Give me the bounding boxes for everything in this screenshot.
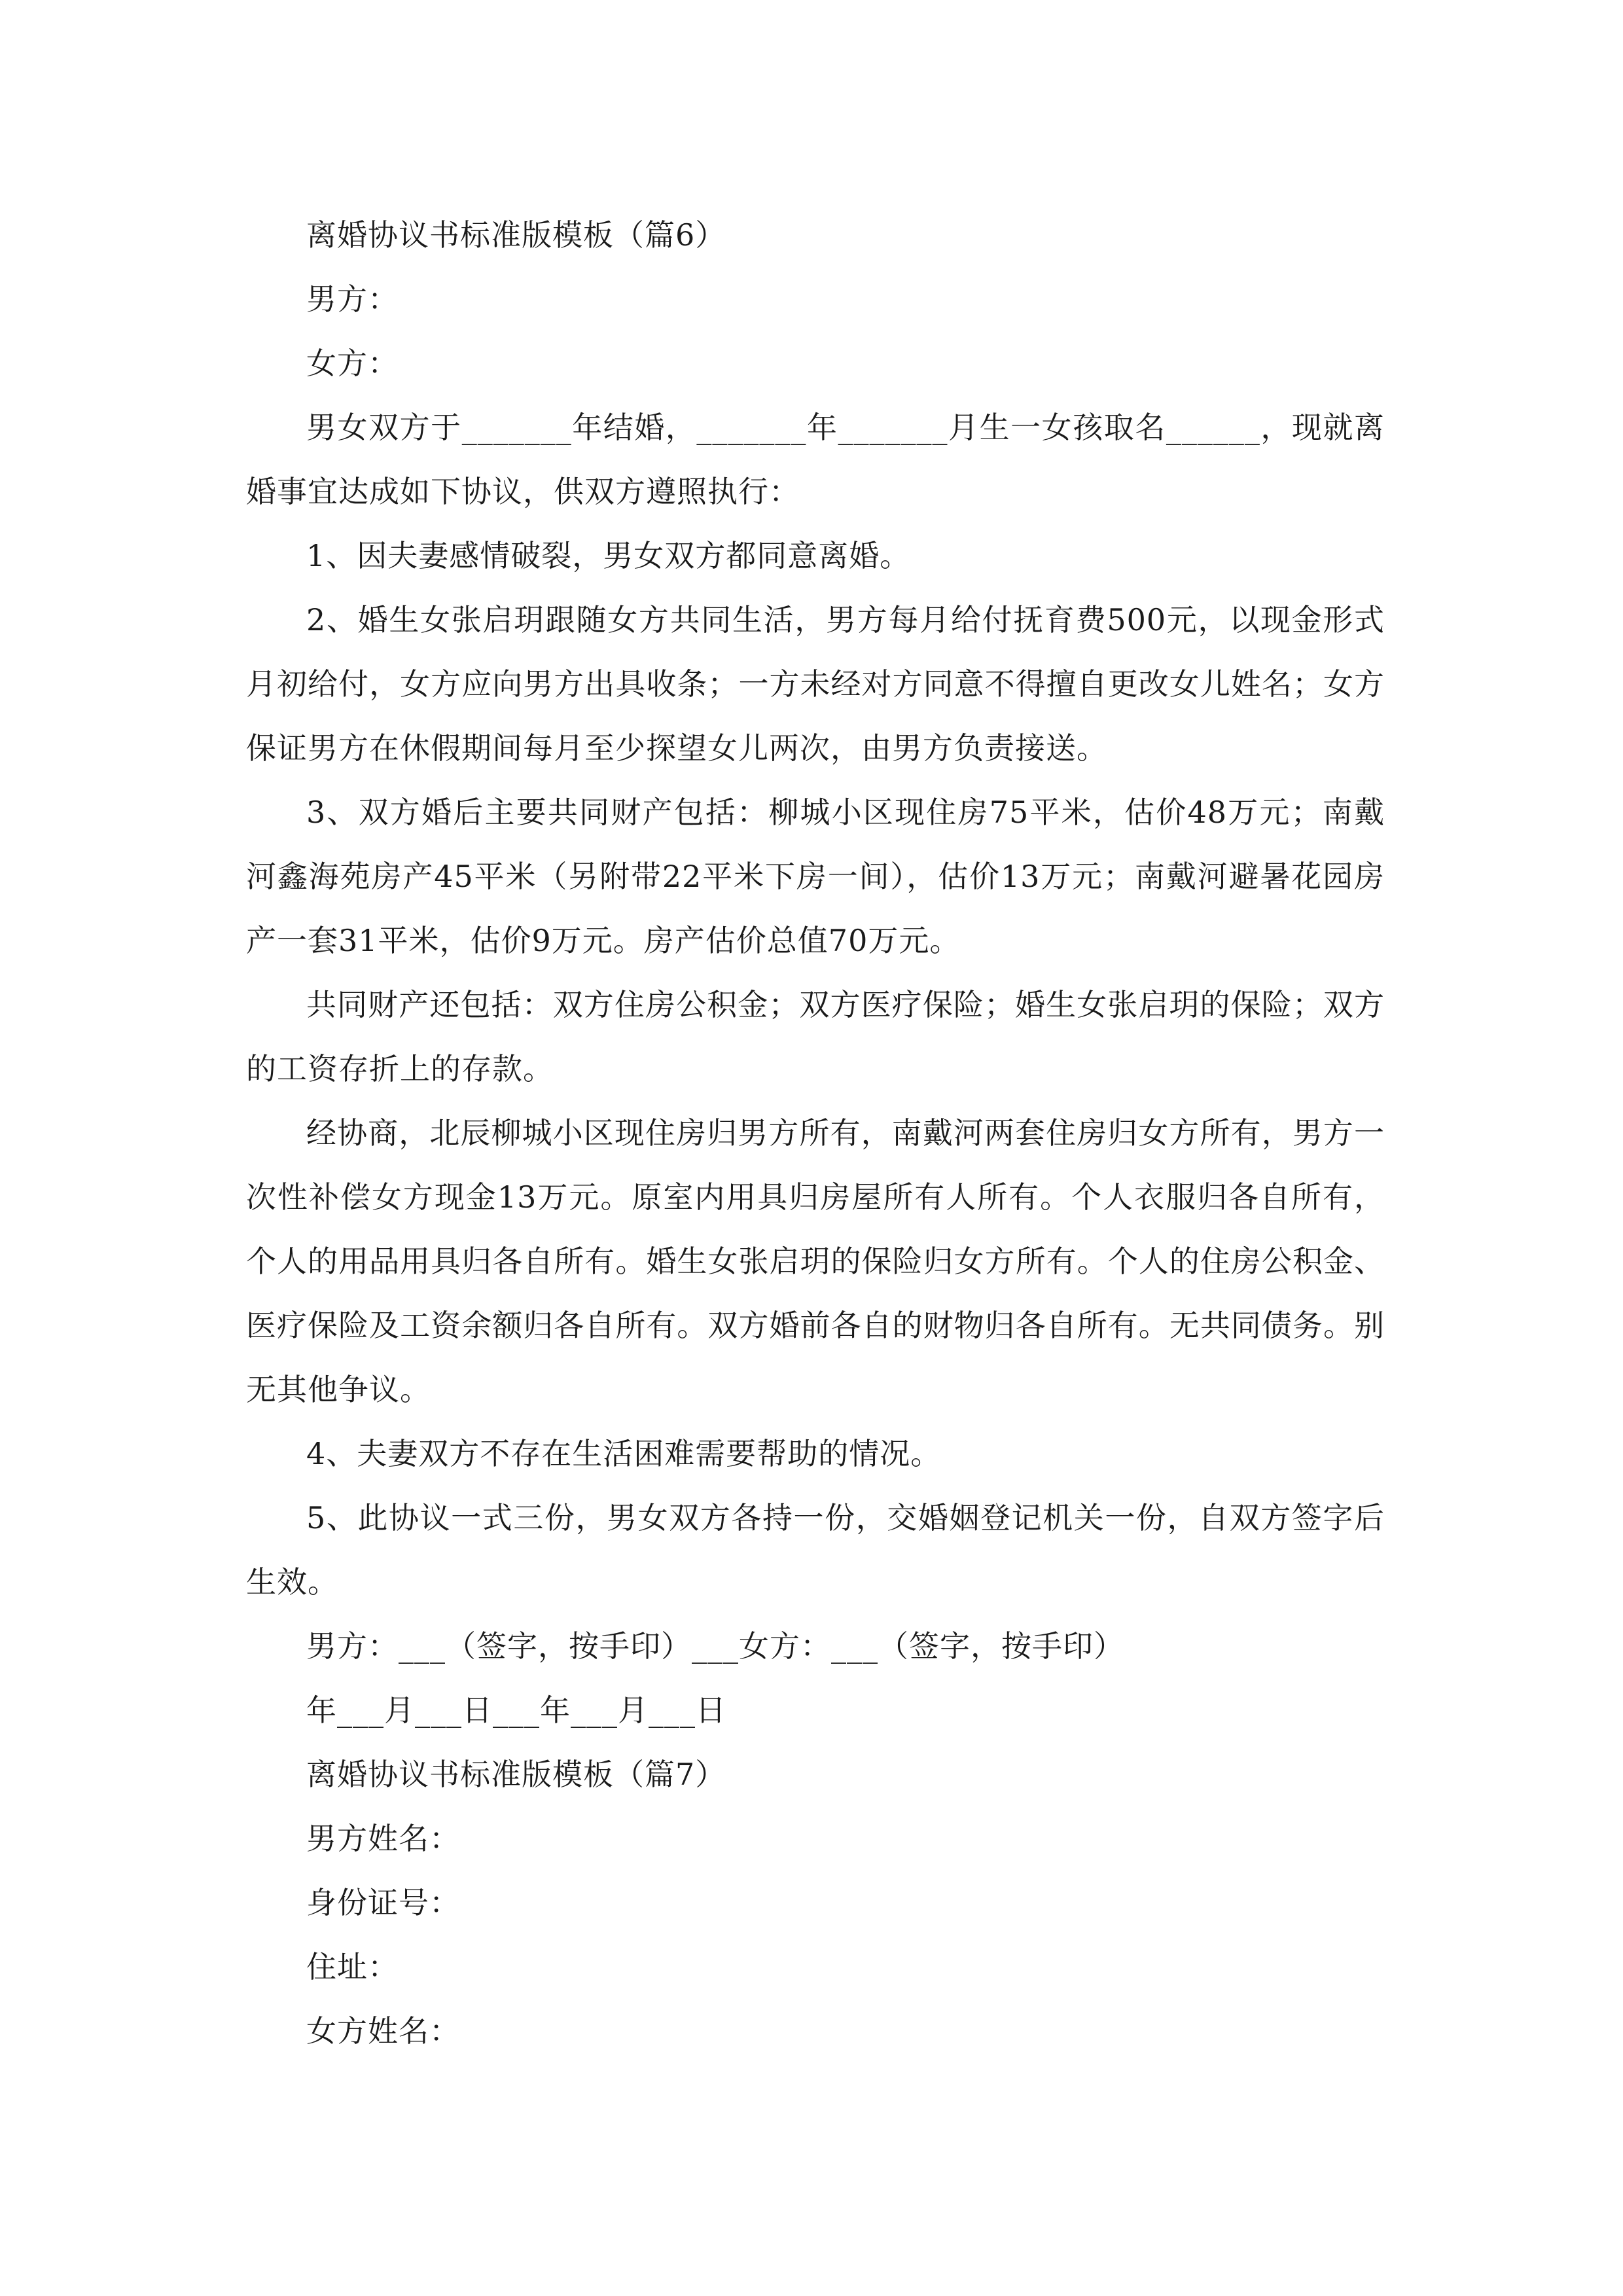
clause-5: 5、此协议一式三份，男女双方各持一份，交婚姻登记机关一份，自双方签字后生效。	[246, 1500, 1385, 1600]
negotiation-paragraph: 经协商，北辰柳城小区现住房归男方所有，南戴河两套住房归女方所有，男方一次性补偿女方现金13万元。原室内用具归房屋所有人所有。个人衣服归各自所有，个人的用品用具归各自所有。婚生女张启玥的保险归女方所有。个人的住房公积金、医疗保险及工资余额归各自所有。双方婚前各自的财物归各自所有。无共同债务。别无其他争议。	[246, 1115, 1385, 1407]
clause-3: 3、双方婚后主要共同财产包括：柳城小区现住房75平米，估价48万元；南戴河鑫海苑房产45平米（另附带22平米下房一间），估价13万元；南戴河避暑花园房产一套31平米，估价9万元。房产估价总值70万元。	[246, 795, 1385, 958]
shared-property-paragraph: 共同财产还包括：双方住房公积金；双方医疗保险；婚生女张启玥的保险；双方的工资存折上的存款。	[246, 987, 1385, 1086]
male-party-field: 男方：	[306, 281, 399, 317]
female-name-field: 女方姓名：	[306, 2013, 460, 2049]
section-title-6: 离婚协议书标准版模板（篇6）	[306, 217, 726, 253]
address-field: 住址：	[306, 1949, 399, 1984]
date-line: 年___月___日___年___月___日	[306, 1693, 726, 1728]
document-body	[246, 203, 1385, 2063]
signature-line: 男方：___（签字，按手印）___女方：___（签字，按手印）	[306, 1628, 1124, 1664]
clause-1: 1、因夫妻感情破裂，男女双方都同意离婚。	[306, 538, 911, 573]
male-name-field: 男方姓名：	[306, 1821, 460, 1856]
clause-4: 4、夫妻双方不存在生活困难需要帮助的情况。	[306, 1436, 942, 1471]
female-party-field: 女方：	[306, 346, 399, 381]
id-number-field: 身份证号：	[306, 1885, 460, 1920]
section-title-7: 离婚协议书标准版模板（篇7）	[306, 1757, 726, 1792]
clause-2: 2、婚生女张启玥跟随女方共同生活，男方每月给付抚育费500元，以现金形式月初给付，女方应向男方出具收条；一方未经对方同意不得擅自更改女儿姓名；女方保证男方在休假期间每月至少探望女儿两次，由男方负责接送。	[246, 602, 1385, 766]
marriage-intro-paragraph: 男女双方于_______年结婚，_______年_______月生一女孩取名______，现就离婚事宜达成如下协议，供双方遵照执行：	[246, 410, 1385, 509]
